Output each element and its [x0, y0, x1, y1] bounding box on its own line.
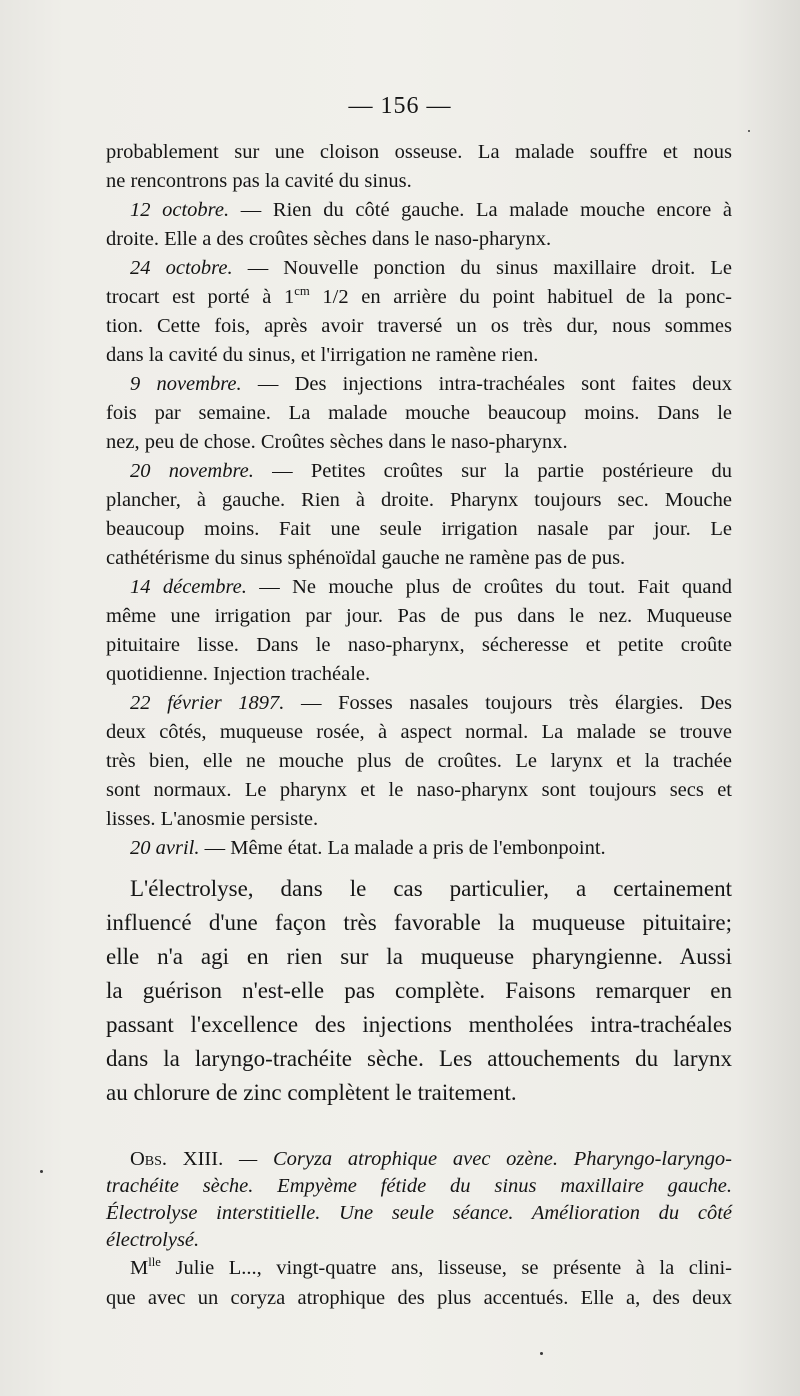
observation-label: Obs. XIII.	[130, 1148, 224, 1170]
journal-entry-first-line	[106, 196, 732, 225]
entry-text: 1/2 en arrière du point habituel de la ponc-	[309, 286, 732, 308]
case-line	[106, 1253, 732, 1283]
journal-entry-line	[106, 283, 732, 312]
journal-entry-line: dans la cavité du sinus, et l'irrigation ne ramène rien.	[106, 344, 539, 366]
entry-date: 12 octobre.	[130, 199, 230, 221]
journal-entry-line: cathétérisme du sinus sphénoïdal gauche ne ramène pas de pus.	[106, 547, 626, 569]
journal-entry-first-line	[106, 689, 732, 718]
commentary-line: elle n'a agi en rien sur la muqueuse pharyngienne. Aussi	[106, 944, 732, 969]
entry-text: — Fosses nasales toujours très élargies. Des	[284, 692, 732, 714]
journal-entry-first-line	[106, 573, 732, 602]
journal-entry-line: très bien, elle ne mouche plus de croûtes. Le larynx et la trachée	[106, 750, 732, 772]
unit-superscript: cm	[294, 284, 310, 299]
journal-entry-first-line	[106, 254, 732, 283]
commentary-line: au chlorure de zinc complètent le traitement.	[106, 1080, 517, 1105]
print-speck	[748, 130, 750, 132]
entry-text: — Des injections intra-trachéales sont faites deux	[241, 373, 732, 395]
observation-title-text: — Coryza atrophique avec ozène. Pharyngo-laryngo-	[223, 1148, 732, 1170]
journal-continuation-line: probablement sur une cloison osseuse. La malade souffre et nous	[106, 141, 732, 163]
journal-entry-line: deux côtés, muqueuse rosée, à aspect normal. La malade se trouve	[106, 721, 732, 743]
entry-date: 9 novembre.	[130, 373, 242, 395]
journal-entry-line: quotidienne. Injection trachéale.	[106, 663, 371, 685]
journal-entry-line: fois par semaine. La malade mouche beaucoup moins. Dans le	[106, 402, 732, 424]
journal-entry-line: plancher, à gauche. Rien à droite. Pharynx toujours sec. Mouche	[106, 489, 732, 511]
journal-entry-first-line	[106, 834, 732, 863]
case-text: M	[130, 1257, 149, 1279]
observation-heading	[106, 1146, 732, 1254]
entry-text: — Ne mouche plus de croûtes du tout. Fait quand	[246, 576, 732, 598]
entry-date: 24 octobre.	[130, 257, 233, 279]
observation-title-line: Électrolyse interstitielle. Une seule séance. Amélioration du côté	[106, 1202, 732, 1224]
commentary-line: dans la laryngo-trachéite sèche. Les attouchements du larynx	[106, 1046, 732, 1071]
commentary-paragraph	[106, 872, 732, 1110]
journal-entry-line: sont normaux. Le pharynx et le naso-pharynx sont toujours secs et	[106, 779, 732, 801]
journal-entry-line: même une irrigation par jour. Pas de pus dans le nez. Muqueuse	[106, 605, 732, 627]
clinical-journal	[106, 138, 732, 863]
entry-date: 14 décembre.	[130, 576, 247, 598]
journal-entry-first-line	[106, 457, 732, 486]
page-number: — 156 —	[348, 93, 452, 119]
commentary-line: passant l'excellence des injections mentholées intra-trachéales	[106, 1012, 732, 1037]
commentary-line: influencé d'une façon très favorable la muqueuse pituitaire;	[106, 910, 732, 935]
case-line: que avec un coryza atrophique des plus accentués. Elle a, des deux	[106, 1287, 732, 1309]
observation-title-line: trachéite sèche. Empyème fétide du sinus maxillaire gauche.	[106, 1175, 732, 1197]
case-description	[106, 1253, 732, 1313]
print-speck	[40, 1170, 43, 1173]
entry-text: — Petites croûtes sur la partie postérieure du	[253, 460, 732, 482]
journal-continuation-line: ne rencontrons pas la cavité du sinus.	[106, 170, 412, 192]
journal-entry-line: nez, peu de chose. Croûtes sèches dans le naso-pharynx.	[106, 431, 568, 453]
journal-entry-line: tion. Cette fois, après avoir traversé un os très dur, nous sommes	[106, 315, 732, 337]
journal-entry-line: lisses. L'anosmie persiste.	[106, 808, 319, 830]
commentary-line: la guérison n'est-elle pas complète. Faisons remarquer en	[106, 978, 732, 1003]
title-superscript: lle	[148, 1255, 161, 1270]
entry-text: — Même état. La malade a pris de l'embonpoint.	[199, 837, 606, 859]
journal-entry-line: droite. Elle a des croûtes sèches dans le naso-pharynx.	[106, 228, 552, 250]
entry-text: — Nouvelle ponction du sinus maxillaire droit. Le	[232, 257, 732, 279]
entry-date: 22 février 1897.	[130, 692, 285, 714]
entry-date: 20 novembre.	[130, 460, 254, 482]
commentary-line: L'électrolyse, dans le cas particulier, a certainement	[130, 876, 732, 901]
observation-title-line	[106, 1146, 732, 1173]
print-speck	[540, 1352, 543, 1355]
case-text: Julie L..., vingt-quatre ans, lisseuse, se présente à la clini-	[160, 1257, 732, 1279]
journal-entry-line: beaucoup moins. Fait une seule irrigation nasale par jour. Le	[106, 518, 732, 540]
journal-entry-line: pituitaire lisse. Dans le naso-pharynx, sécheresse et petite croûte	[106, 634, 732, 656]
journal-entry-first-line	[106, 370, 732, 399]
observation-title-line: électrolysé.	[106, 1229, 200, 1251]
entry-date: 20 avril.	[130, 837, 200, 859]
entry-text: trocart est porté à 1	[106, 286, 295, 308]
entry-text: — Rien du côté gauche. La malade mouche encore à	[229, 199, 732, 221]
